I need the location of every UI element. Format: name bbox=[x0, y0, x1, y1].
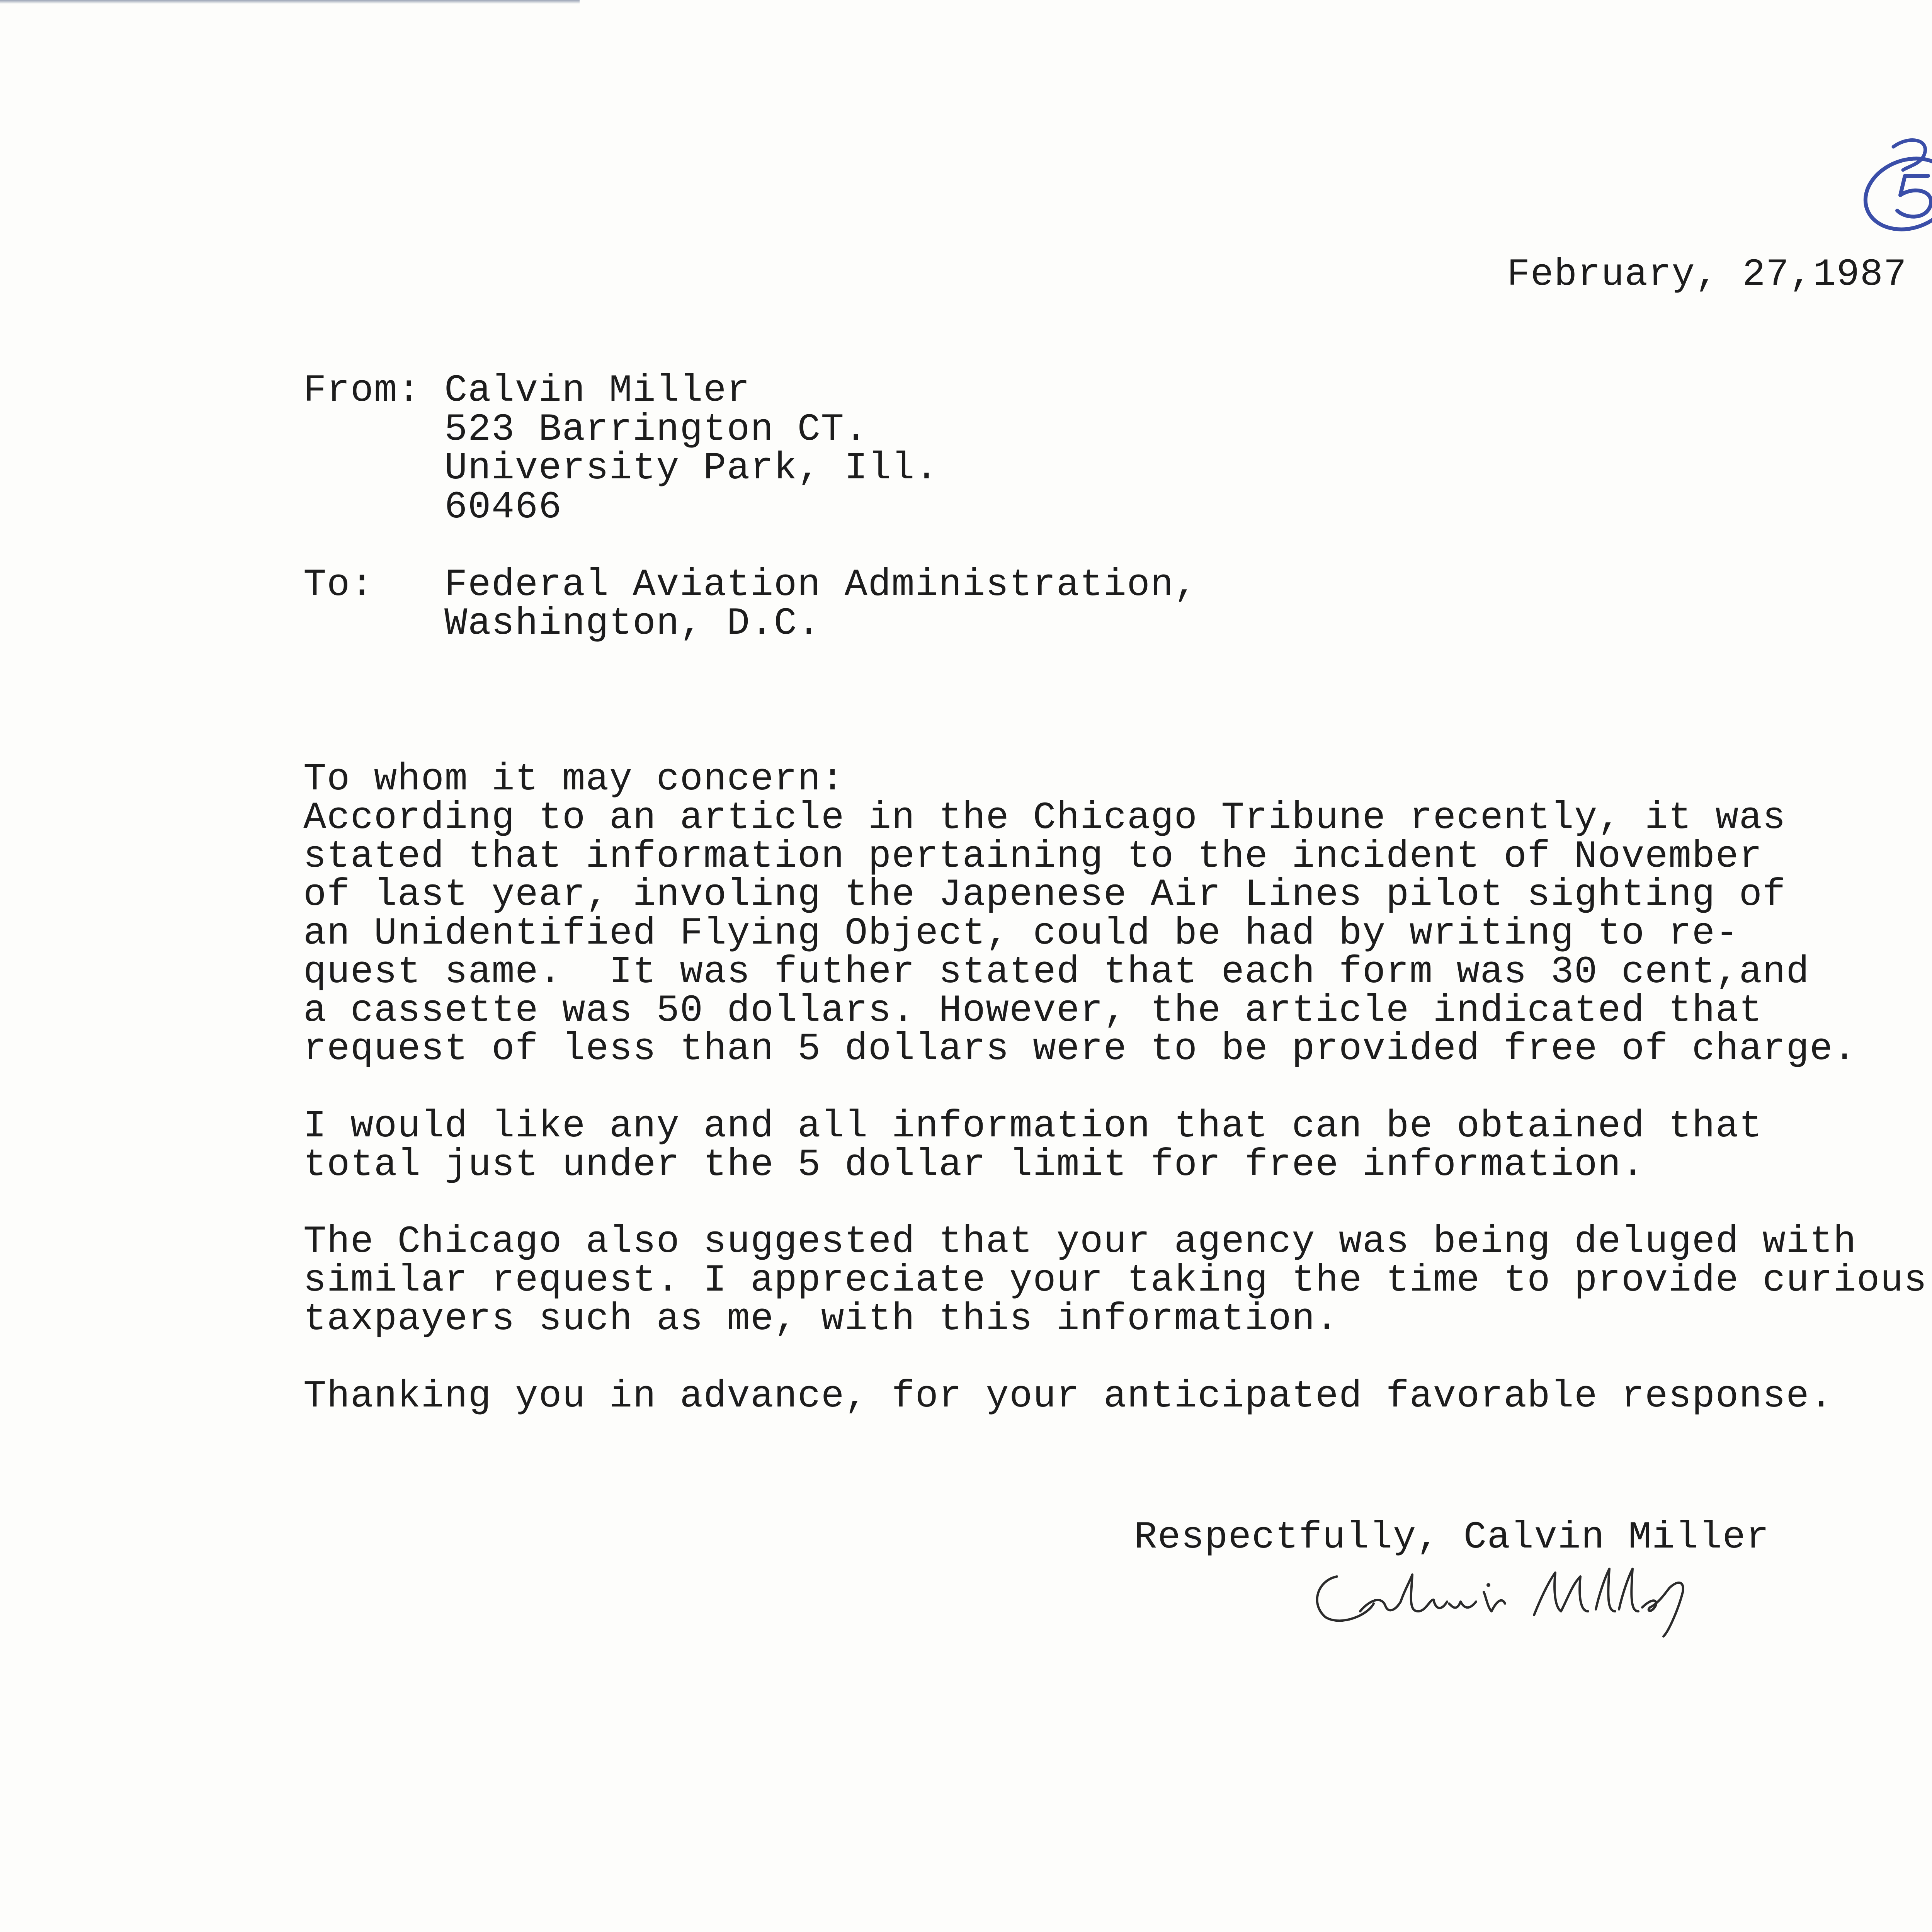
to-agency: Federal Aviation Administration, bbox=[444, 563, 1198, 607]
paragraph-3-line: taxpayers such as me, with this information. bbox=[303, 1298, 1339, 1341]
from-zip: 60466 bbox=[444, 486, 562, 529]
paragraph-3-line: similar request. I appreciate your taking the time to provide curious bbox=[303, 1259, 1927, 1302]
letter-date: February, 27,1987 bbox=[1507, 253, 1907, 296]
from-name: Calvin Miller bbox=[444, 369, 750, 412]
paragraph-1-line: request of less than 5 dollars were to be provided free of charge. bbox=[303, 1027, 1857, 1071]
paragraph-2-line: total just under the 5 dollar limit for free information. bbox=[303, 1143, 1645, 1187]
paragraph-1-line: of last year, involing the Japenese Air Lines pilot sighting of bbox=[303, 873, 1786, 917]
salutation: To whom it may concern: bbox=[303, 758, 845, 801]
circled-page-number-mark bbox=[1847, 124, 1932, 247]
to-label: To: bbox=[303, 563, 374, 607]
paragraph-1-line: quest same. It was futher stated that each form was 30 cent,and bbox=[303, 951, 1810, 994]
paragraph-1-line: an Unidentified Flying Object, could be had by writing to re- bbox=[303, 912, 1739, 955]
handwritten-signature bbox=[1302, 1553, 1719, 1646]
paragraph-3-line: The Chicago also suggested that your agency was being deluged with bbox=[303, 1220, 1857, 1264]
from-street: 523 Barrington CT. bbox=[444, 408, 868, 451]
paragraph-1-line: According to an article in the Chicago Tribune recently, it was bbox=[303, 796, 1786, 840]
paragraph-1-line: stated that information pertaining to the incident of November bbox=[303, 835, 1763, 878]
closing-line: Thanking you in advance, for your anticipated favorable response. bbox=[303, 1375, 1833, 1418]
scan-edge-top bbox=[0, 0, 580, 4]
paragraph-2-line: I would like any and all information that can be obtained that bbox=[303, 1105, 1763, 1148]
from-label: From: bbox=[303, 369, 421, 412]
signoff: Respectfully, Calvin Miller bbox=[1134, 1516, 1770, 1559]
paragraph-1-line: a cassette was 50 dollars. However, the article indicated that bbox=[303, 989, 1763, 1032]
from-city: University Park, Ill. bbox=[444, 447, 939, 490]
to-city: Washington, D.C. bbox=[444, 602, 821, 645]
